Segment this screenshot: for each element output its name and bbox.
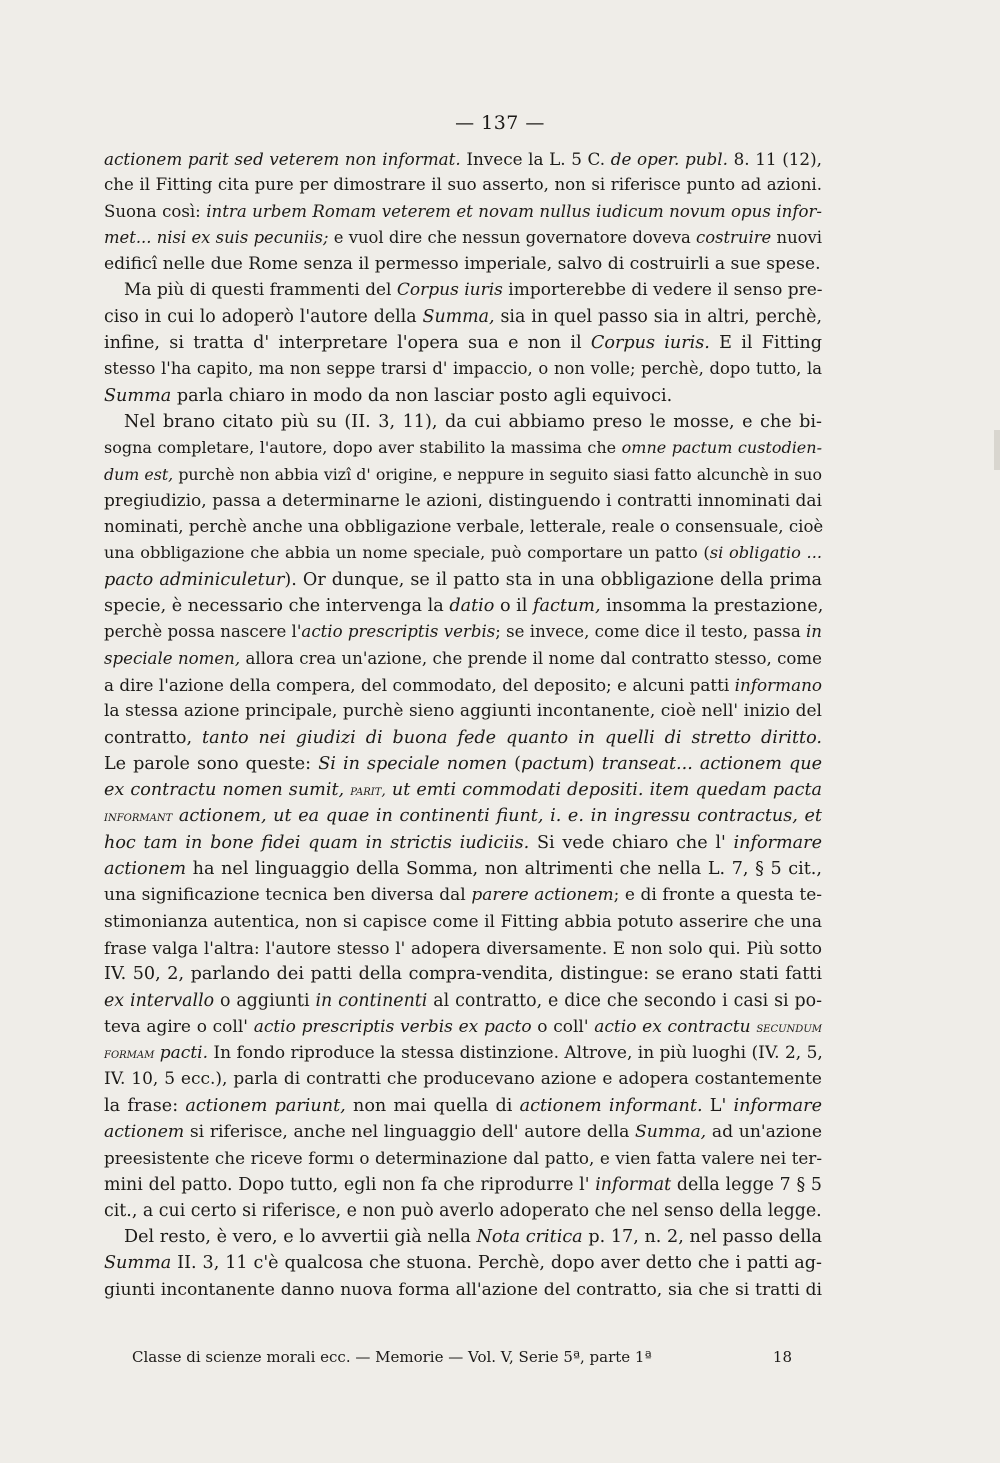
text-line: actionem parit sed veterem non informat. Invece la L. 5 C. de oper. publ. 8. 11 (12), bbox=[104, 149, 822, 169]
text-line: giunti incontanente danno nuova forma all'azione del contratto, sia che si tratti di bbox=[104, 1279, 822, 1300]
text-line: IV. 10, 5 ecc.), parla di contratti che producevano azione e adopera costantemente bbox=[104, 1069, 822, 1090]
text-line: infine, si tratta d' interpretare l'opera sua e non il Corpus iuris. E il Fitting bbox=[104, 333, 823, 354]
text-line: Suona così: intra urbem Romam veterem et novam nullus iudicum novum opus infor- bbox=[104, 201, 822, 221]
text-line: una obbligazione che abbia un nome speciale, può comportare un patto (si obligatio ... bbox=[104, 543, 822, 563]
text-line: nominati, perchè anche una obbligazione verbale, letterale, reale o consensuale, cioè bbox=[104, 517, 824, 537]
text-line: la frase: actionem pariunt, non mai quella di actionem informant. L' informare bbox=[104, 1095, 822, 1116]
text-line: speciale nomen, allora crea un'azione, che prende il nome dal contratto stesso, come bbox=[104, 648, 822, 668]
text-line: actionem ha nel linguaggio della Somma, non altrimenti che nella L. 7, § 5 cit., bbox=[104, 859, 822, 880]
text-line: che il Fitting cita pure per dimostrare il suo asserto, non si riferisce punto ad azioni. bbox=[104, 175, 822, 195]
text-line: sogna completare, l'autore, dopo aver stabilito la massima che omne pactum custodien- bbox=[104, 438, 822, 458]
text-line: IV. 50, 2, parlando dei patti della compra-vendita, distingue: se erano stati fatti bbox=[104, 964, 822, 985]
text-line: informant actionem, ut ea quae in continenti fiunt, i. e. in ingressu contractus, et bbox=[104, 806, 822, 827]
text-line: cit., a cui certo si riferisce, e non può averlo adoperato che nel senso della legge. bbox=[104, 1200, 822, 1221]
text-line: hoc tam in bone fidei quam in strictis iudiciis. Si vede chiaro che l' informare bbox=[104, 832, 822, 853]
footer-citation: Classe di scienze morali ecc. — Memorie — Vol. V, Serie 5ª, parte 1ª bbox=[132, 1348, 652, 1366]
text-line: stesso l'ha capito, ma non seppe trarsi d' impaccio, o non volle; perchè, dopo tutto, la bbox=[104, 359, 822, 379]
text-line: pacto adminiculetur). Or dunque, se il patto sta in una obbligazione della prima bbox=[104, 569, 822, 590]
page-number-header: — 137 — bbox=[455, 112, 545, 134]
text-line: Del resto, è vero, e lo avvertii già nella Nota critica p. 17, n. 2, nel passo della bbox=[124, 1227, 822, 1248]
text-line: formam pacti. In fondo riproduce la stessa distinzione. Altrove, in più luoghi (IV. 2, 5, bbox=[104, 1043, 823, 1064]
text-line: edificî nelle due Rome senza il permesso imperiale, salvo di costruirli a sue spese. bbox=[104, 254, 821, 275]
body-text bbox=[104, 146, 822, 1303]
page-edge-mark bbox=[994, 430, 1000, 470]
text-line: ex intervallo o aggiunti in continenti al contratto, e dice che secondo i casi si po- bbox=[104, 990, 822, 1011]
text-line: Summa parla chiaro in modo da non lasciar posto agli equivoci. bbox=[104, 385, 673, 406]
text-line: teva agire o coll' actio prescriptis verbis ex pacto o coll' actio ex contractu secundum bbox=[104, 1016, 822, 1037]
text-line: frase valga l'altra: l'autore stesso l' adopera diversamente. E non solo qui. Più sotto bbox=[104, 937, 822, 958]
text-line: pregiudizio, passa a determinarne le azioni, distinguendo i contratti innominati dai bbox=[104, 490, 822, 511]
text-line: actionem si riferisce, anche nel linguaggio dell' autore della Summa, ad un'azione bbox=[104, 1121, 822, 1142]
text-line: stimonianza autentica, non si capisce come il Fitting abbia potuto asserire che una bbox=[104, 911, 822, 932]
text-line: a dire l'azione della compera, del commodato, del deposito; e alcuni patti informano bbox=[104, 674, 822, 695]
text-line: preesistente che riceve formı o determinazione dal patto, e vien fatta valere nei ter- bbox=[104, 1148, 822, 1169]
text-line: dum est, purchè non abbia vizî d' origine, e neppure in seguito siasi fatto alcunchè in suo bbox=[104, 464, 822, 484]
text-line: perchè possa nascere l'actio prescriptis verbis; se invece, come dice il testo, passa in bbox=[104, 622, 822, 642]
text-line: Ma più di questi frammenti del Corpus iuris importerebbe di vedere il senso pre- bbox=[124, 280, 823, 301]
text-line: Nel brano citato più su (II. 3, 11), da cui abbiamo preso le mosse, e che bi- bbox=[124, 411, 822, 432]
text-line: Summa II. 3, 11 c'è qualcosa che stuona. Perchè, dopo aver detto che i patti ag- bbox=[104, 1253, 822, 1274]
text-line: contratto, tanto nei giudizi di buona fede quanto in quelli di stretto diritto. bbox=[104, 727, 822, 748]
page-footer bbox=[132, 1348, 792, 1366]
text-line: ciso in cui lo adoperò l'autore della Summa, sia in quel passo sia in altri, perchè, bbox=[104, 306, 822, 327]
text-line: mini del patto. Dopo tutto, egli non fa che riprodurre l' informat della legge 7 § 5 bbox=[104, 1174, 822, 1195]
text-line: met... nisi ex suis pecuniis; e vuol dire che nessun governatore doveva costruire nuovi bbox=[104, 227, 822, 247]
text-line: ex contractu nomen sumit, parit, ut emti commodati depositi. item quedam pacta bbox=[104, 780, 823, 801]
text-line: Le parole sono queste: Si in speciale nomen (pactum) transeat... actionem que bbox=[104, 753, 823, 774]
footer-sheet-number: 18 bbox=[772, 1348, 792, 1366]
text-line: specie, è necessario che intervenga la datio o il factum, insomma la prestazione, bbox=[104, 596, 824, 617]
text-line: una significazione tecnica ben diversa dal parere actionem; e di fronte a questa te- bbox=[104, 885, 822, 906]
text-line: la stessa azione principale, purchè sieno aggiunti incontanente, cioè nell' inizio del bbox=[104, 701, 822, 722]
